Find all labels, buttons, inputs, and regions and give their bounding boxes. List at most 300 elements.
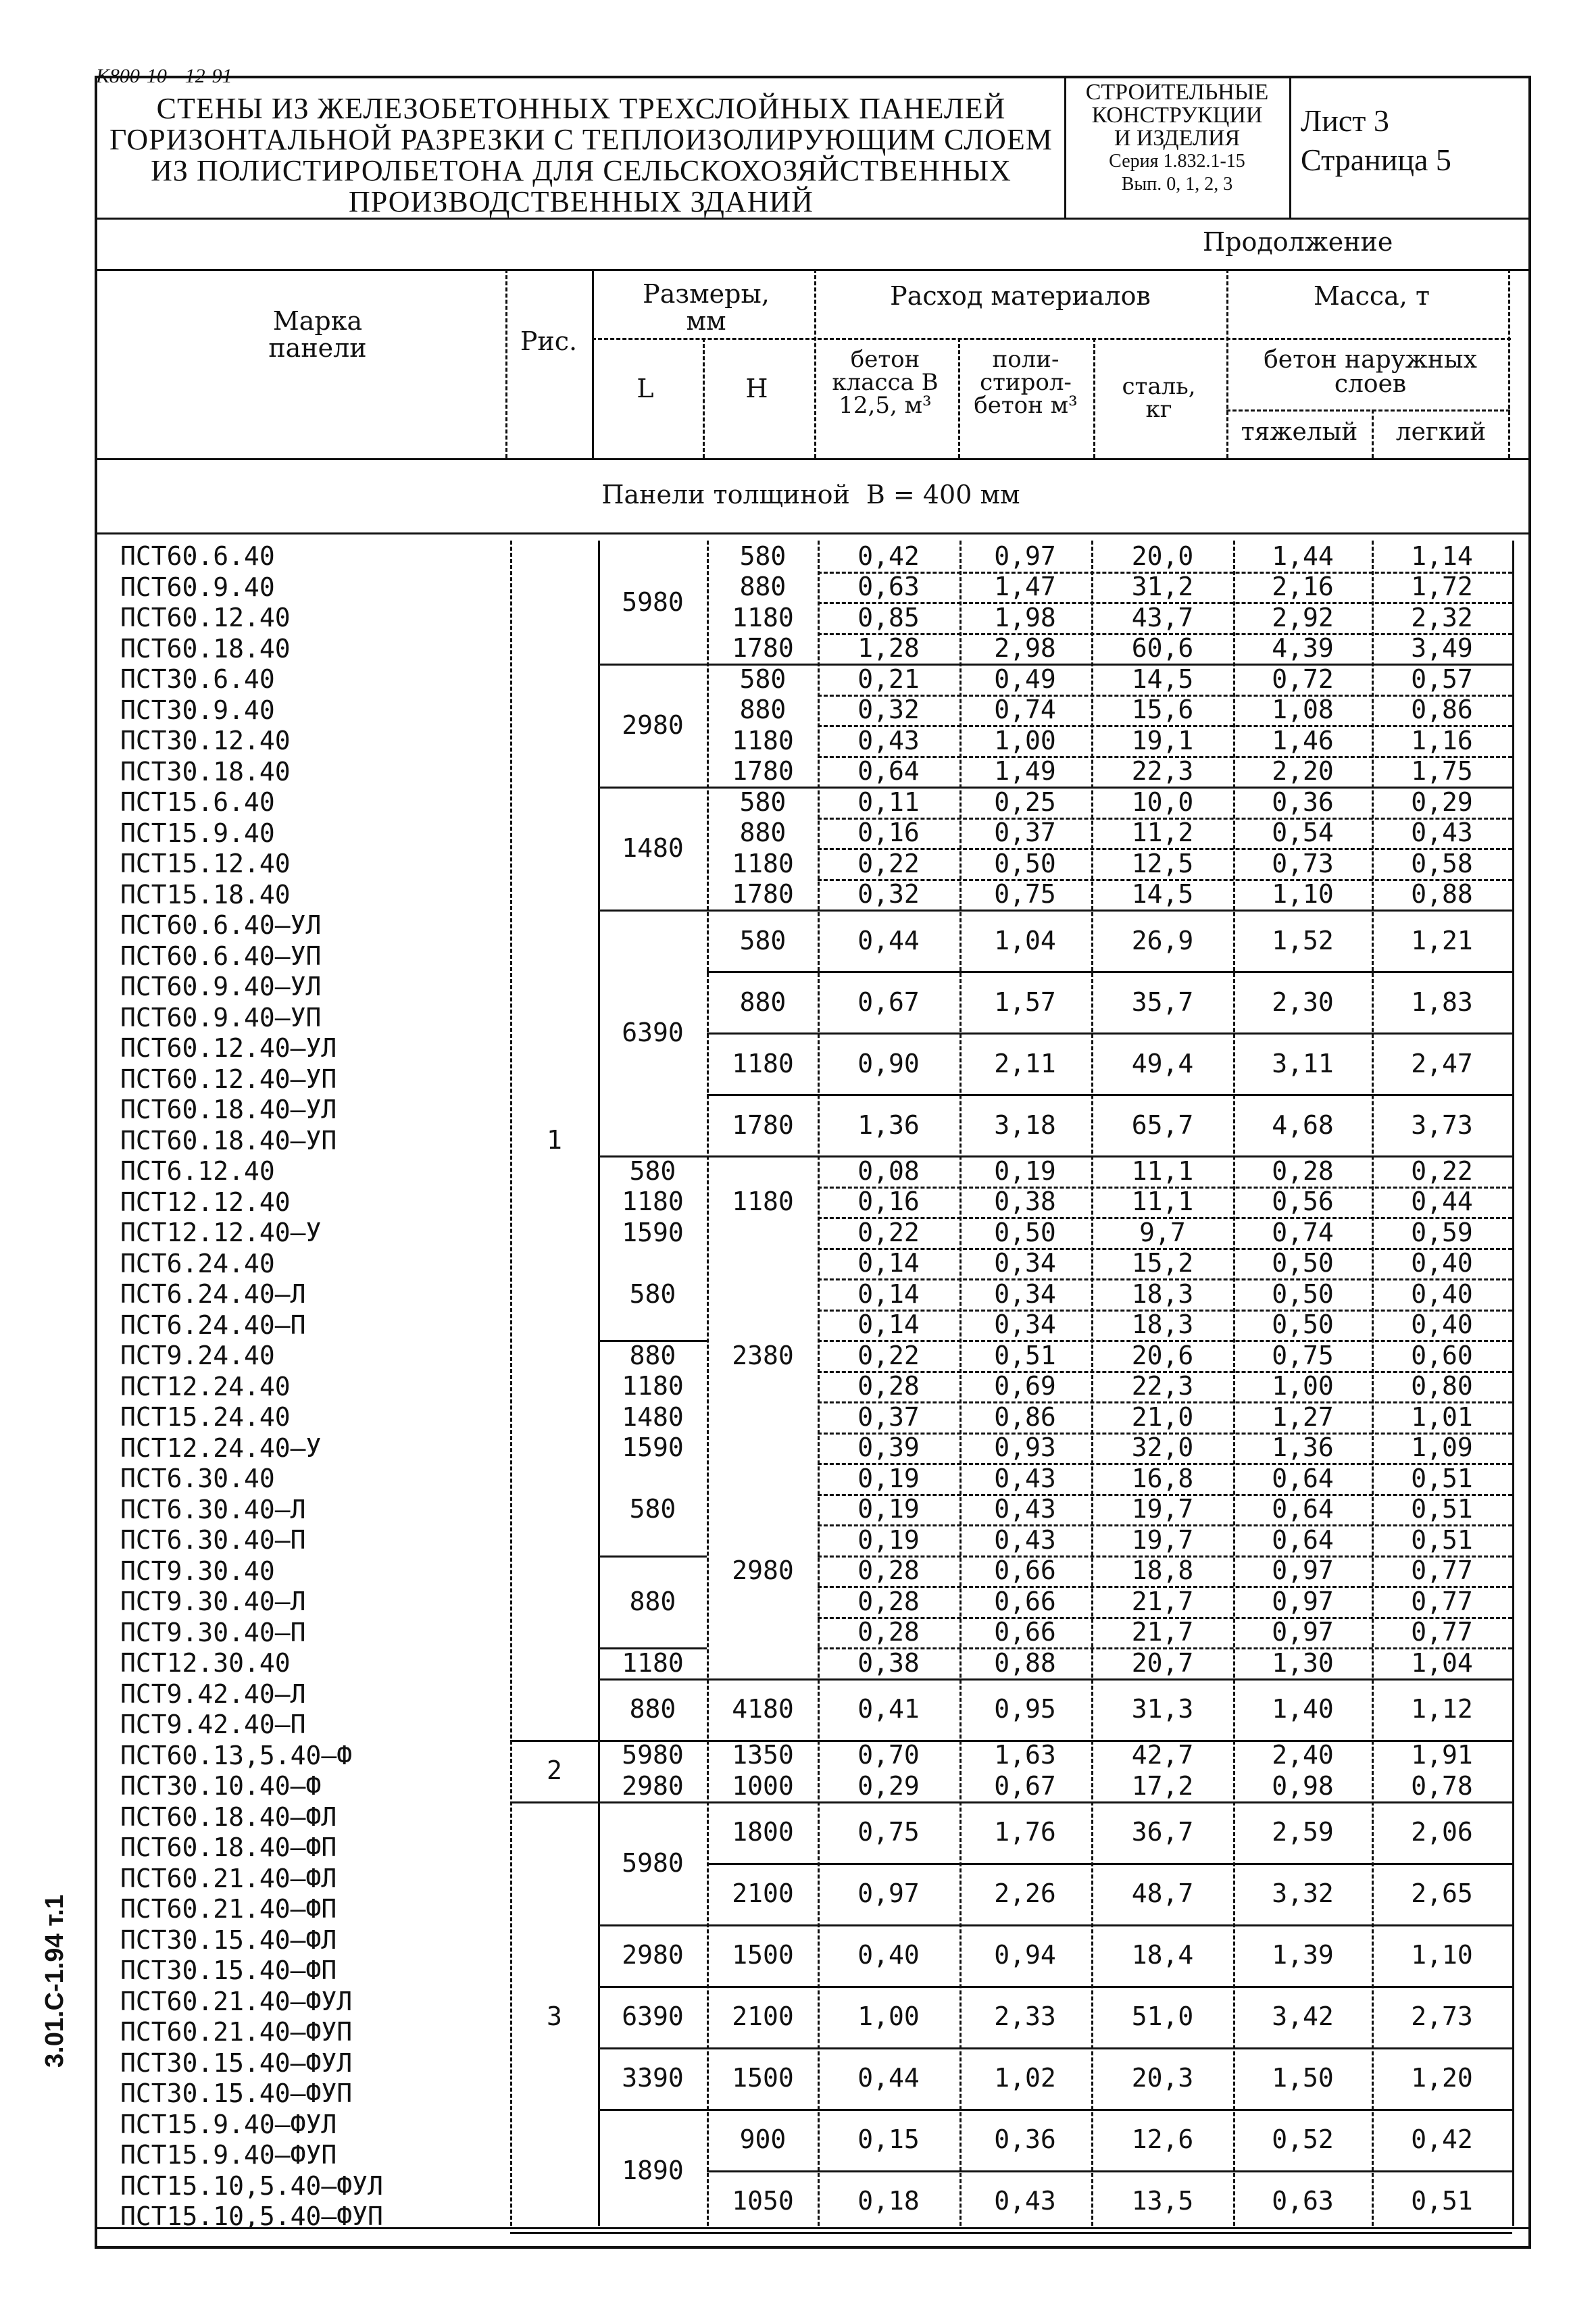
cell-p: 2,33 <box>994 2001 1056 2031</box>
cell-l: 0,77 <box>1411 1586 1473 1616</box>
row-divider <box>818 1586 1512 1588</box>
cell-b: 0,41 <box>857 1694 920 1724</box>
cell-p: 0,37 <box>994 818 1056 848</box>
cell-L: 5980 <box>622 1847 684 1878</box>
cell-l: 1,16 <box>1411 725 1473 755</box>
panel-mark: ПСТ15.6.40 <box>120 787 275 817</box>
cell-t: 1,27 <box>1272 1401 1334 1432</box>
cell-p: 0,66 <box>994 1555 1056 1586</box>
row-divider <box>818 1463 1512 1465</box>
cell-t: 0,50 <box>1272 1310 1334 1340</box>
cell-s: 26,9 <box>1131 925 1194 955</box>
cell-p: 0,43 <box>994 2186 1056 2216</box>
cell-p: 1,98 <box>994 602 1056 632</box>
cell-b: 0,32 <box>857 879 920 910</box>
cell-b: 0,16 <box>857 1187 920 1217</box>
cell-t: 0,56 <box>1272 1187 1334 1217</box>
cell-s: 18,3 <box>1131 1278 1194 1309</box>
cell-b: 1,00 <box>857 2001 920 2031</box>
cell-b: 0,90 <box>857 1048 920 1078</box>
cell-b: 0,42 <box>857 541 920 571</box>
panel-mark: ПСТ30.18.40 <box>120 756 291 787</box>
cell-l: 0,77 <box>1411 1617 1473 1647</box>
cell-t: 2,16 <box>1272 572 1334 602</box>
panel-mark: ПСТ9.42.40–П <box>120 1710 306 1739</box>
cell-t: 0,50 <box>1272 1248 1334 1278</box>
col-steel-header <box>1095 375 1223 421</box>
cell-p: 0,94 <box>994 1940 1056 1970</box>
col-divider <box>1233 541 1235 2226</box>
row-divider <box>598 2232 707 2234</box>
cell-l: 0,40 <box>1411 1248 1473 1278</box>
col-divider <box>505 269 507 458</box>
cell-p: 0,25 <box>994 787 1056 817</box>
cell-l: 1,20 <box>1411 2063 1473 2093</box>
title-line: ИЗ ПОЛИСТИРОЛБЕТОНА ДЛЯ СЕЛЬСКОХОЗЯЙСТВЕННЫХ <box>151 154 1012 187</box>
row-divider <box>818 572 1512 574</box>
cell-t: 0,54 <box>1272 818 1334 848</box>
row-divider <box>598 1555 707 1558</box>
cell-s: 42,7 <box>1131 1740 1194 1770</box>
cell-t: 2,30 <box>1272 987 1334 1017</box>
table-bottom-line <box>95 2227 1528 2229</box>
col-fig-header: Рис. <box>520 326 578 356</box>
cell-s: 20,0 <box>1131 541 1194 571</box>
cell-H: 880 <box>739 987 787 1017</box>
panel-mark: ПСТ15.9.40 <box>120 818 275 848</box>
series-block <box>1069 81 1285 196</box>
cell-t: 3,11 <box>1272 1048 1334 1078</box>
cell-s: 20,6 <box>1131 1340 1194 1370</box>
cell-t: 1,46 <box>1272 725 1334 755</box>
col-L-header: L <box>637 374 654 403</box>
cell-s: 16,8 <box>1131 1463 1194 1493</box>
title-line: ГОРИЗОНТАЛЬНОЙ РАЗРЕЗКИ С ТЕПЛОИЗОЛИРУЮЩИМ СЛОЕМ <box>109 123 1053 156</box>
cell-b: 0,32 <box>857 695 920 725</box>
cell-L: 6390 <box>622 2001 684 2031</box>
cell-l: 0,44 <box>1411 1187 1473 1217</box>
col-divider <box>592 269 594 458</box>
cell-l: 0,78 <box>1411 1770 1473 1801</box>
cell-b: 0,14 <box>857 1278 920 1309</box>
cell-b: 0,28 <box>857 1371 920 1401</box>
panel-mark: ПСТ6.24.40–Л <box>120 1279 306 1309</box>
cell-s: 17,2 <box>1131 1770 1194 1801</box>
row-divider <box>598 1740 1512 1742</box>
header-bottom <box>95 458 1528 460</box>
title-line: СТЕНЫ ИЗ ЖЕЛЕЗОБЕТОННЫХ ТРЕХСЛОЙНЫХ ПАНЕЛЕЙ <box>156 92 1006 125</box>
cell-s: 20,3 <box>1131 2063 1194 2093</box>
panel-mark: ПСТ60.6.40–УП <box>120 941 322 971</box>
cell-p: 0,93 <box>994 1433 1056 1463</box>
cell-l: 1,10 <box>1411 1940 1473 1970</box>
cell-H: 1180 <box>732 1048 794 1078</box>
panel-mark: ПСТ60.21.40–ФУЛ <box>120 1986 353 2016</box>
row-divider <box>598 1986 1512 1988</box>
cell-b: 0,16 <box>857 818 920 848</box>
cell-s: 11,1 <box>1131 1187 1194 1217</box>
panel-mark: ПСТ15.9.40–ФУЛ <box>120 2109 337 2139</box>
cell-b: 0,28 <box>857 1617 920 1647</box>
panel-mark: ПСТ9.30.40 <box>120 1555 275 1586</box>
row-divider <box>818 879 1512 881</box>
cell-b: 0,44 <box>857 925 920 955</box>
cell-p: 3,18 <box>994 1110 1056 1140</box>
row-divider <box>818 1340 1512 1342</box>
cell-L: 880 <box>629 1694 676 1724</box>
cell-t: 4,39 <box>1272 633 1334 664</box>
header-divider <box>1289 76 1291 218</box>
panel-mark: ПСТ60.18.40–ФЛ <box>120 1801 337 1832</box>
panel-mark: ПСТ12.12.40–У <box>120 1218 322 1247</box>
row-divider <box>598 1340 707 1342</box>
col-concrete-header <box>814 348 956 417</box>
col-dims-label: Размеры, мм <box>643 279 770 336</box>
col-poly-label: поли-стирол-бетон м³ <box>974 346 1078 419</box>
cell-t: 1,36 <box>1272 1433 1334 1463</box>
panel-mark: ПСТ6.24.40 <box>120 1248 275 1278</box>
cell-t: 2,40 <box>1272 1740 1334 1770</box>
cell-p: 0,50 <box>994 848 1056 878</box>
cell-b: 0,40 <box>857 1940 920 1970</box>
series-line: Вып. 0, 1, 2, 3 <box>1121 174 1233 195</box>
cell-s: 19,1 <box>1131 725 1194 755</box>
col-outer-label: бетон наружных слоев <box>1264 346 1477 398</box>
cell-s: 21,0 <box>1131 1401 1194 1432</box>
row-divider <box>818 756 1512 758</box>
cell-l: 0,43 <box>1411 818 1473 848</box>
row-divider <box>598 1678 1512 1681</box>
row-divider <box>707 1032 1512 1035</box>
col-concrete-label: бетон класса В 12,5, м³ <box>832 346 939 419</box>
cell-p: 2,11 <box>994 1048 1056 1078</box>
series-line: СТРОИТЕЛЬНЫЕ <box>1085 80 1269 105</box>
panel-mark: ПСТ60.9.40–УП <box>120 1002 322 1032</box>
cell-l: 2,65 <box>1411 1878 1473 1908</box>
cell-p: 1,47 <box>994 572 1056 602</box>
col-divider <box>510 541 512 2226</box>
cell-p: 0,95 <box>994 1694 1056 1724</box>
cell-t: 3,42 <box>1272 2001 1334 2031</box>
title-line: ПРОИЗВОДСТВЕННЫХ ЗДАНИЙ <box>349 185 814 218</box>
cell-b: 0,70 <box>857 1740 920 1770</box>
cell-H: 880 <box>739 695 787 725</box>
cell-H: 1350 <box>732 1740 794 1770</box>
panel-mark: ПСТ60.18.40–ФП <box>120 1833 337 1862</box>
cell-p: 0,34 <box>994 1278 1056 1309</box>
cell-s: 22,3 <box>1131 756 1194 787</box>
row-divider <box>818 725 1512 727</box>
col-divider <box>818 541 820 2226</box>
row-divider <box>818 1433 1512 1435</box>
cell-s: 31,3 <box>1131 1694 1194 1724</box>
cell-s: 65,7 <box>1131 1110 1194 1140</box>
table-top-line <box>95 269 1528 271</box>
cell-s: 49,4 <box>1131 1048 1194 1078</box>
cell-H: 580 <box>739 925 787 955</box>
cell-t: 0,50 <box>1272 1278 1334 1309</box>
cell-b: 0,64 <box>857 756 920 787</box>
cell-b: 0,18 <box>857 2186 920 2216</box>
cell-L: 5980 <box>622 1740 684 1770</box>
cell-L: 580 <box>629 1278 676 1309</box>
cell-l: 1,72 <box>1411 572 1473 602</box>
cell-p: 0,38 <box>994 1187 1056 1217</box>
cell-L: 880 <box>629 1340 676 1370</box>
panel-mark: ПСТ60.18.40–УП <box>120 1125 337 1155</box>
cell-L: 3390 <box>622 2063 684 2093</box>
row-divider <box>598 2109 1512 2111</box>
row-divider <box>818 1401 1512 1403</box>
col-divider <box>1091 541 1093 2226</box>
cell-s: 12,5 <box>1131 848 1194 878</box>
row-divider <box>818 1494 1512 1496</box>
header-divider <box>1064 76 1066 218</box>
row-divider <box>818 1248 1512 1250</box>
cell-H: 580 <box>739 541 787 571</box>
cell-p: 0,34 <box>994 1248 1056 1278</box>
panel-mark: ПСТ30.15.40–ФУЛ <box>120 2047 353 2078</box>
panel-mark: ПСТ9.42.40–Л <box>120 1678 306 1709</box>
row-divider <box>707 1863 1512 1865</box>
cell-s: 18,8 <box>1131 1555 1194 1586</box>
cell-l: 2,32 <box>1411 602 1473 632</box>
cell-t: 1,50 <box>1272 2063 1334 2093</box>
row-divider <box>818 1371 1512 1373</box>
cell-b: 0,29 <box>857 1770 920 1801</box>
panel-mark: ПСТ6.30.40 <box>120 1464 275 1493</box>
cell-l: 0,80 <box>1411 1371 1473 1401</box>
cell-s: 11,1 <box>1131 1155 1194 1186</box>
panel-mark: ПСТ30.15.40–ФЛ <box>120 1924 337 1955</box>
col-outer-header <box>1228 348 1512 397</box>
panel-mark: ПСТ12.30.40 <box>120 1648 291 1678</box>
col-divider <box>1372 541 1374 2226</box>
cell-l: 0,42 <box>1411 2124 1473 2154</box>
cell-L: 1180 <box>622 1187 684 1217</box>
row-divider <box>598 1801 1512 1803</box>
col-H-header: H <box>745 374 768 403</box>
row-divider <box>818 818 1512 820</box>
cell-b: 0,19 <box>857 1524 920 1555</box>
cell-L: 1180 <box>622 1371 684 1401</box>
cell-H: 1500 <box>732 2063 794 2093</box>
cell-s: 11,2 <box>1131 818 1194 848</box>
cell-p: 0,88 <box>994 1647 1056 1678</box>
cell-s: 21,7 <box>1131 1586 1194 1616</box>
cell-H: 1180 <box>732 602 794 632</box>
col-steel-label: сталь, кг <box>1122 373 1196 423</box>
cell-p: 0,34 <box>994 1310 1056 1340</box>
cell-b: 0,28 <box>857 1555 920 1586</box>
cell-fig: 1 <box>547 1125 562 1155</box>
panel-mark: ПСТ60.6.40–УЛ <box>120 910 322 940</box>
cell-b: 0,22 <box>857 848 920 878</box>
cell-L: 1480 <box>622 1401 684 1432</box>
cell-s: 10,0 <box>1131 787 1194 817</box>
cell-L: 1180 <box>622 1647 684 1678</box>
cell-t: 1,44 <box>1272 541 1334 571</box>
page-number: Страница 5 <box>1301 143 1451 177</box>
col-light-header: легкий <box>1395 418 1487 446</box>
row-divider <box>818 1310 1512 1312</box>
cell-t: 0,73 <box>1272 848 1334 878</box>
cell-H: 4180 <box>732 1694 794 1724</box>
cell-p: 0,51 <box>994 1340 1056 1370</box>
cell-b: 0,67 <box>857 987 920 1017</box>
col-divider <box>1508 269 1510 458</box>
cell-s: 18,4 <box>1131 1940 1194 1970</box>
cell-l: 3,49 <box>1411 633 1473 664</box>
panel-mark: ПСТ30.10.40–Ф <box>120 1771 322 1801</box>
cell-t: 2,92 <box>1272 602 1334 632</box>
col-mark-header <box>135 307 500 362</box>
cell-s: 48,7 <box>1131 1878 1194 1908</box>
cell-t: 2,20 <box>1272 756 1334 787</box>
cell-b: 1,36 <box>857 1110 920 1140</box>
cell-p: 0,43 <box>994 1494 1056 1524</box>
row-divider <box>818 1187 1512 1189</box>
col-mark-label: Марка панели <box>268 306 367 363</box>
cell-H: 1780 <box>732 633 794 664</box>
cell-H: 1800 <box>732 1817 794 1847</box>
row-divider <box>818 633 1512 635</box>
cell-s: 12,6 <box>1131 2124 1194 2154</box>
cell-l: 2,73 <box>1411 2001 1473 2031</box>
cell-s: 13,5 <box>1131 2186 1194 2216</box>
panel-mark: ПСТ60.9.40 <box>120 572 275 602</box>
cell-t: 1,30 <box>1272 1647 1334 1678</box>
cell-H: 1050 <box>732 2186 794 2216</box>
cell-t: 0,64 <box>1272 1463 1334 1493</box>
cell-H: 1780 <box>732 1110 794 1140</box>
cell-t: 0,63 <box>1272 2186 1334 2216</box>
cell-p: 0,97 <box>994 541 1056 571</box>
header-sub-line <box>1226 409 1510 412</box>
panel-mark: ПСТ15.12.40 <box>120 849 291 878</box>
cell-s: 19,7 <box>1131 1524 1194 1555</box>
panel-mark: ПСТ15.10,5.40–ФУП <box>120 2201 383 2231</box>
cell-t: 0,72 <box>1272 664 1334 694</box>
header-sub-line <box>592 338 1511 340</box>
cell-t: 4,68 <box>1272 1110 1334 1140</box>
cell-p: 1,63 <box>994 1740 1056 1770</box>
row-divider <box>818 1217 1512 1219</box>
row-divider <box>818 1555 1512 1558</box>
row-divider <box>818 695 1512 697</box>
panel-mark: ПСТ30.12.40 <box>120 726 291 755</box>
cell-p: 1,57 <box>994 987 1056 1017</box>
cell-L: 5980 <box>622 587 684 617</box>
panel-mark: ПСТ6.30.40–П <box>120 1525 306 1555</box>
cell-L: 1590 <box>622 1433 684 1463</box>
cell-L: 580 <box>629 1494 676 1524</box>
cell-l: 0,51 <box>1411 2186 1473 2216</box>
cell-l: 0,60 <box>1411 1340 1473 1370</box>
cell-L: 880 <box>629 1586 676 1616</box>
cell-l: 2,47 <box>1411 1048 1473 1078</box>
cell-b: 0,14 <box>857 1248 920 1278</box>
cell-b: 0,21 <box>857 664 920 694</box>
cell-s: 35,7 <box>1131 987 1194 1017</box>
col-materials-header: Расход материалов <box>890 281 1151 311</box>
cell-p: 1,02 <box>994 2063 1056 2093</box>
cell-s: 15,6 <box>1131 695 1194 725</box>
cell-t: 0,28 <box>1272 1155 1334 1186</box>
panel-mark: ПСТ60.21.40–ФЛ <box>120 1863 337 1893</box>
cell-t: 0,97 <box>1272 1617 1334 1647</box>
col-divider <box>707 541 709 2226</box>
cell-p: 0,75 <box>994 879 1056 910</box>
panel-mark: ПСТ60.21.40–ФУП <box>120 2017 353 2047</box>
row-divider <box>510 2232 598 2234</box>
cell-H: 880 <box>739 818 787 848</box>
cell-fig: 2 <box>547 1756 562 1785</box>
cell-l: 3,73 <box>1411 1110 1473 1140</box>
cell-b: 0,19 <box>857 1463 920 1493</box>
cell-l: 0,40 <box>1411 1310 1473 1340</box>
cell-p: 0,19 <box>994 1155 1056 1186</box>
panel-mark: ПСТ12.24.40 <box>120 1371 291 1401</box>
cell-t: 1,40 <box>1272 1694 1334 1724</box>
cell-L: 2980 <box>622 1770 684 1801</box>
cell-p: 0,66 <box>994 1586 1056 1616</box>
cell-l: 0,29 <box>1411 787 1473 817</box>
panel-mark: ПСТ15.18.40 <box>120 879 291 910</box>
cell-l: 0,57 <box>1411 664 1473 694</box>
cell-s: 36,7 <box>1131 1817 1194 1847</box>
cell-l: 1,21 <box>1411 925 1473 955</box>
cell-L: 1890 <box>622 2155 684 2185</box>
col-divider <box>1512 541 1514 2226</box>
cell-s: 14,5 <box>1131 664 1194 694</box>
cell-H: 2380 <box>732 1340 794 1370</box>
cell-s: 43,7 <box>1131 602 1194 632</box>
cell-s: 18,3 <box>1131 1310 1194 1340</box>
row-divider <box>707 2232 1512 2234</box>
panel-mark: ПСТ60.18.40–УЛ <box>120 1095 337 1124</box>
cell-b: 0,15 <box>857 2124 920 2154</box>
cell-s: 14,5 <box>1131 879 1194 910</box>
sheet-number: Лист 3 <box>1301 103 1389 138</box>
cell-b: 0,97 <box>857 1878 920 1908</box>
cell-l: 1,75 <box>1411 756 1473 787</box>
cell-p: 1,49 <box>994 756 1056 787</box>
cell-H: 1000 <box>732 1770 794 1801</box>
cell-b: 0,39 <box>857 1433 920 1463</box>
cell-p: 1,76 <box>994 1817 1056 1847</box>
header-bottom-line <box>95 218 1528 220</box>
sheet-block <box>1301 101 1451 180</box>
cell-s: 31,2 <box>1131 572 1194 602</box>
cell-l: 0,51 <box>1411 1494 1473 1524</box>
row-divider <box>598 664 1512 666</box>
cell-L: 580 <box>629 1155 676 1186</box>
panel-mark: ПСТ60.12.40 <box>120 603 291 632</box>
cell-p: 0,36 <box>994 2124 1056 2154</box>
cell-p: 2,98 <box>994 633 1056 664</box>
cell-s: 60,6 <box>1131 633 1194 664</box>
cell-l: 1,04 <box>1411 1647 1473 1678</box>
cell-b: 0,19 <box>857 1494 920 1524</box>
col-mass-header: Масса, т <box>1314 281 1430 311</box>
cell-s: 20,7 <box>1131 1647 1194 1678</box>
cell-t: 0,52 <box>1272 2124 1334 2154</box>
cell-l: 1,14 <box>1411 541 1473 571</box>
cell-l: 1,12 <box>1411 1694 1473 1724</box>
cell-l: 0,40 <box>1411 1278 1473 1309</box>
col-dims-header <box>595 280 818 334</box>
